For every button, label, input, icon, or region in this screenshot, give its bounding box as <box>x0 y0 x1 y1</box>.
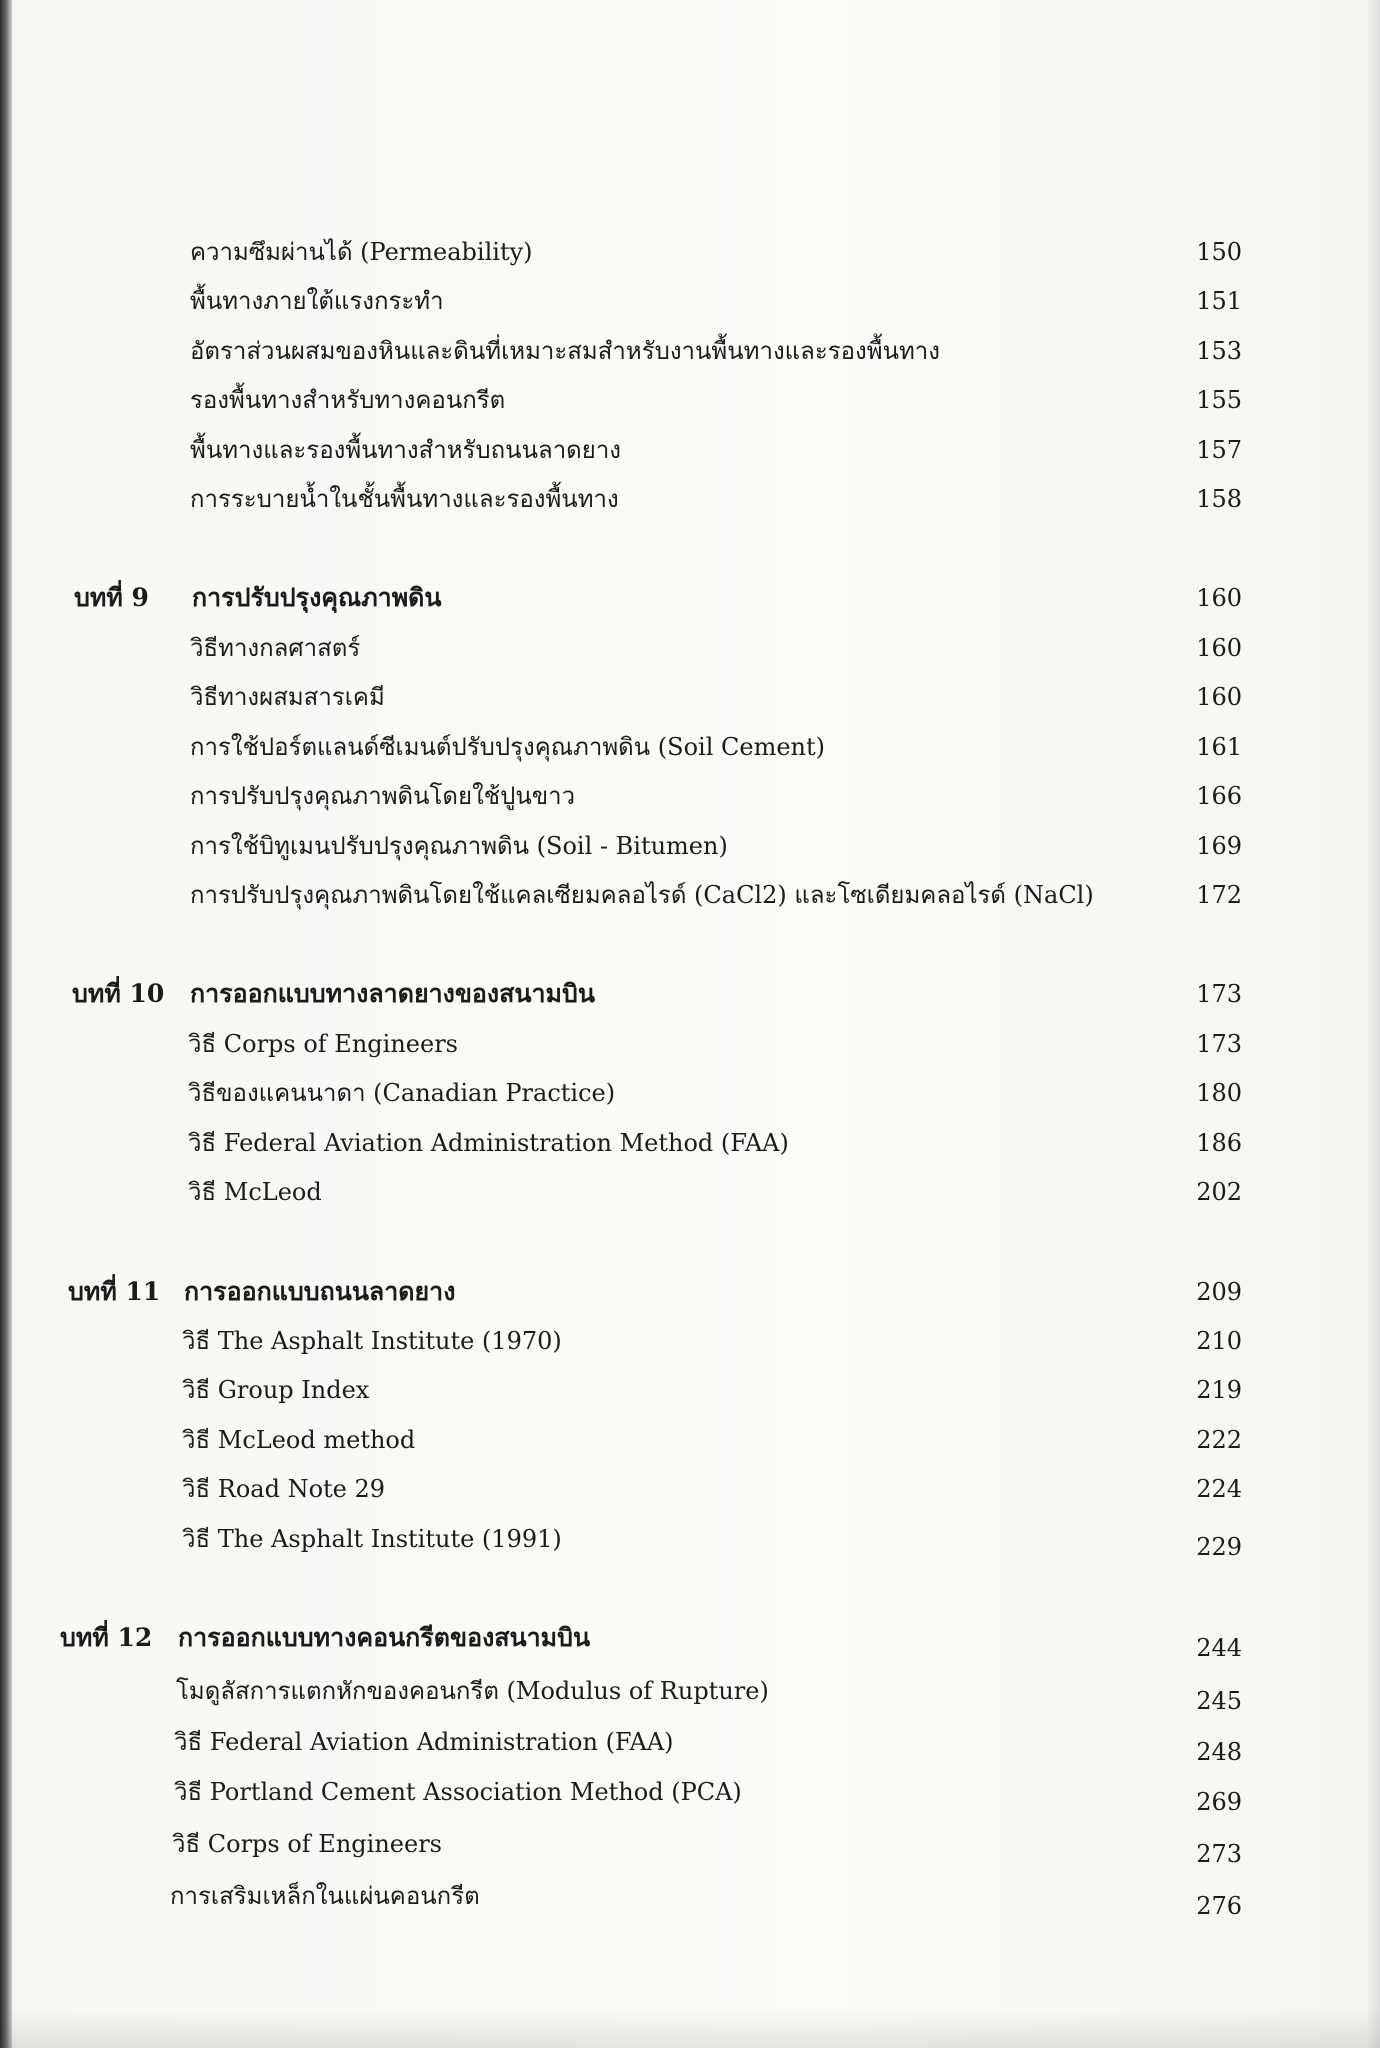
toc-entry <box>0 1321 1380 1361</box>
toc-entry-text: โมดูลัสการแตกหักของคอนกรีต (Modulus of Rupture) <box>176 1677 769 1705</box>
toc-entry-text: วิธี Road Note 29 <box>182 1475 386 1503</box>
toc-page-number: 150 <box>1196 238 1242 266</box>
toc-entry <box>0 1469 1380 1509</box>
toc-page-number: 153 <box>1196 337 1242 365</box>
toc-page-number: 248 <box>1196 1738 1242 1766</box>
toc-entry <box>0 826 1380 866</box>
toc-entry <box>0 1123 1380 1163</box>
chapter-heading <box>0 1272 1380 1312</box>
toc-page-number: 244 <box>1196 1634 1242 1662</box>
chapter-number: บทที่ 9 <box>74 583 149 612</box>
toc-page-number: 155 <box>1196 386 1242 414</box>
chapter-number: บทที่ 11 <box>68 1277 161 1306</box>
toc-entry <box>0 331 1380 371</box>
toc-entry-text: การปรับปรุงคุณภาพดินโดยใช้ปูนขาว <box>190 782 576 810</box>
chapter-title: การออกแบบทางลาดยางของสนามบิน <box>190 979 595 1008</box>
toc-entry <box>0 1172 1380 1212</box>
toc-page-number: 209 <box>1196 1278 1242 1306</box>
toc-entry <box>0 430 1380 470</box>
chapter-title: การออกแบบถนนลาดยาง <box>184 1277 456 1306</box>
toc-entry <box>0 1073 1380 1113</box>
toc-page-number: 186 <box>1196 1129 1242 1157</box>
toc-page-number: 219 <box>1196 1376 1242 1404</box>
toc-entry-text: วิธีของแคนนาดา (Canadian Practice) <box>188 1079 616 1107</box>
toc-entry <box>0 1370 1380 1410</box>
toc-entry-text: วิธี McLeod method <box>182 1426 416 1454</box>
toc-entry <box>0 875 1380 915</box>
toc-entry-text: ความซึมผ่านได้ (Permeability) <box>190 238 533 266</box>
toc-entry-text: วิธี Corps of Engineers <box>188 1030 458 1058</box>
toc-entry-text: พื้นทางภายใต้แรงกระทำ <box>190 287 444 315</box>
toc-entry <box>0 727 1380 767</box>
toc-page-number: 202 <box>1196 1178 1242 1206</box>
toc-entry <box>0 281 1380 321</box>
toc-page-number: 229 <box>1196 1533 1242 1561</box>
toc-entry-text: การใช้บิทูเมนปรับปรุงคุณภาพดิน (Soil - Bitumen) <box>190 832 728 860</box>
toc-page-number: 245 <box>1196 1687 1242 1715</box>
chapter-number: บทที่ 12 <box>60 1623 153 1652</box>
chapter-heading <box>0 1618 1380 1662</box>
toc-entry-text: วิธีทางกลศาสตร์ <box>190 634 361 662</box>
toc-entry-text: วิธี Federal Aviation Administration (FAA) <box>174 1728 674 1756</box>
toc-entry-text: วิธี Corps of Engineers <box>172 1830 442 1858</box>
toc-page-number: 273 <box>1196 1840 1242 1868</box>
toc-entry <box>0 1519 1380 1559</box>
toc-entry <box>0 1024 1380 1064</box>
toc-entry <box>0 628 1380 668</box>
toc-entry-text: วิธี McLeod <box>188 1178 322 1206</box>
toc-page-number: 269 <box>1196 1788 1242 1816</box>
toc-entry <box>0 677 1380 717</box>
chapter-heading <box>0 578 1380 618</box>
toc-page-number: 173 <box>1196 980 1242 1008</box>
toc-entry <box>0 380 1380 420</box>
toc-entry-text: การปรับปรุงคุณภาพดินโดยใช้แคลเซียมคลอไรด์ (CaCl2) และโซเดียมคลอไรด์ (NaCl) <box>190 881 1094 909</box>
toc-entry <box>0 1420 1380 1460</box>
toc-entry <box>0 232 1380 272</box>
toc-page-number: 160 <box>1196 584 1242 612</box>
toc-entry-text: วิธี Federal Aviation Administration Method (FAA) <box>188 1129 789 1157</box>
toc-entry-text: วิธี The Asphalt Institute (1970) <box>182 1327 562 1355</box>
toc-entry <box>0 1876 1380 1920</box>
chapter-title: การออกแบบทางคอนกรีตของสนามบิน <box>178 1623 591 1652</box>
toc-entry-text: วิธี The Asphalt Institute (1991) <box>182 1525 562 1553</box>
toc-page-number: 160 <box>1196 683 1242 711</box>
page-bottom-shadow <box>0 2008 1380 2048</box>
toc-page-number: 276 <box>1196 1892 1242 1920</box>
toc-entry-text: วิธี Portland Cement Association Method (PCA) <box>174 1778 742 1806</box>
toc-page-number: 151 <box>1196 287 1242 315</box>
toc-entry <box>0 1772 1380 1816</box>
toc-entry <box>0 1671 1380 1715</box>
chapter-title: การปรับปรุงคุณภาพดิน <box>192 583 442 612</box>
toc-entry <box>0 776 1380 816</box>
toc-entry <box>0 1722 1380 1766</box>
toc-page-number: 158 <box>1196 485 1242 513</box>
toc-entry-text: พื้นทางและรองพื้นทางสำหรับถนนลาดยาง <box>190 436 622 464</box>
toc-page-number: 172 <box>1196 881 1242 909</box>
toc-page-number: 161 <box>1196 733 1242 761</box>
toc-entry-text: การระบายน้ำในชั้นพื้นทางและรองพื้นทาง <box>190 485 619 513</box>
toc-page-number: 169 <box>1196 832 1242 860</box>
toc-entry-text: การเสริมเหล็กในแผ่นคอนกรีต <box>170 1882 480 1910</box>
toc-page-number: 222 <box>1196 1426 1242 1454</box>
toc-page-number: 166 <box>1196 782 1242 810</box>
toc-entry <box>0 1824 1380 1868</box>
toc-entry <box>0 479 1380 519</box>
toc-entry-text: วิธีทางผสมสารเคมี <box>190 683 385 711</box>
toc-entry-text: อัตราส่วนผสมของหินและดินที่เหมาะสมสำหรับงานพื้นทางและรองพื้นทาง <box>190 337 940 365</box>
toc-entry-text: การใช้ปอร์ตแลนด์ซีเมนต์ปรับปรุงคุณภาพดิน (Soil Cement) <box>190 733 825 761</box>
toc-page-number: 180 <box>1196 1079 1242 1107</box>
toc-entry-text: วิธี Group Index <box>182 1376 370 1404</box>
toc-page-number: 224 <box>1196 1475 1242 1503</box>
toc-page-number: 160 <box>1196 634 1242 662</box>
toc-entry-text: รองพื้นทางสำหรับทางคอนกรีต <box>190 386 506 414</box>
toc-page-number: 210 <box>1196 1327 1242 1355</box>
toc-page-number: 173 <box>1196 1030 1242 1058</box>
chapter-number: บทที่ 10 <box>72 979 165 1008</box>
toc-page-number: 157 <box>1196 436 1242 464</box>
chapter-heading <box>0 974 1380 1014</box>
